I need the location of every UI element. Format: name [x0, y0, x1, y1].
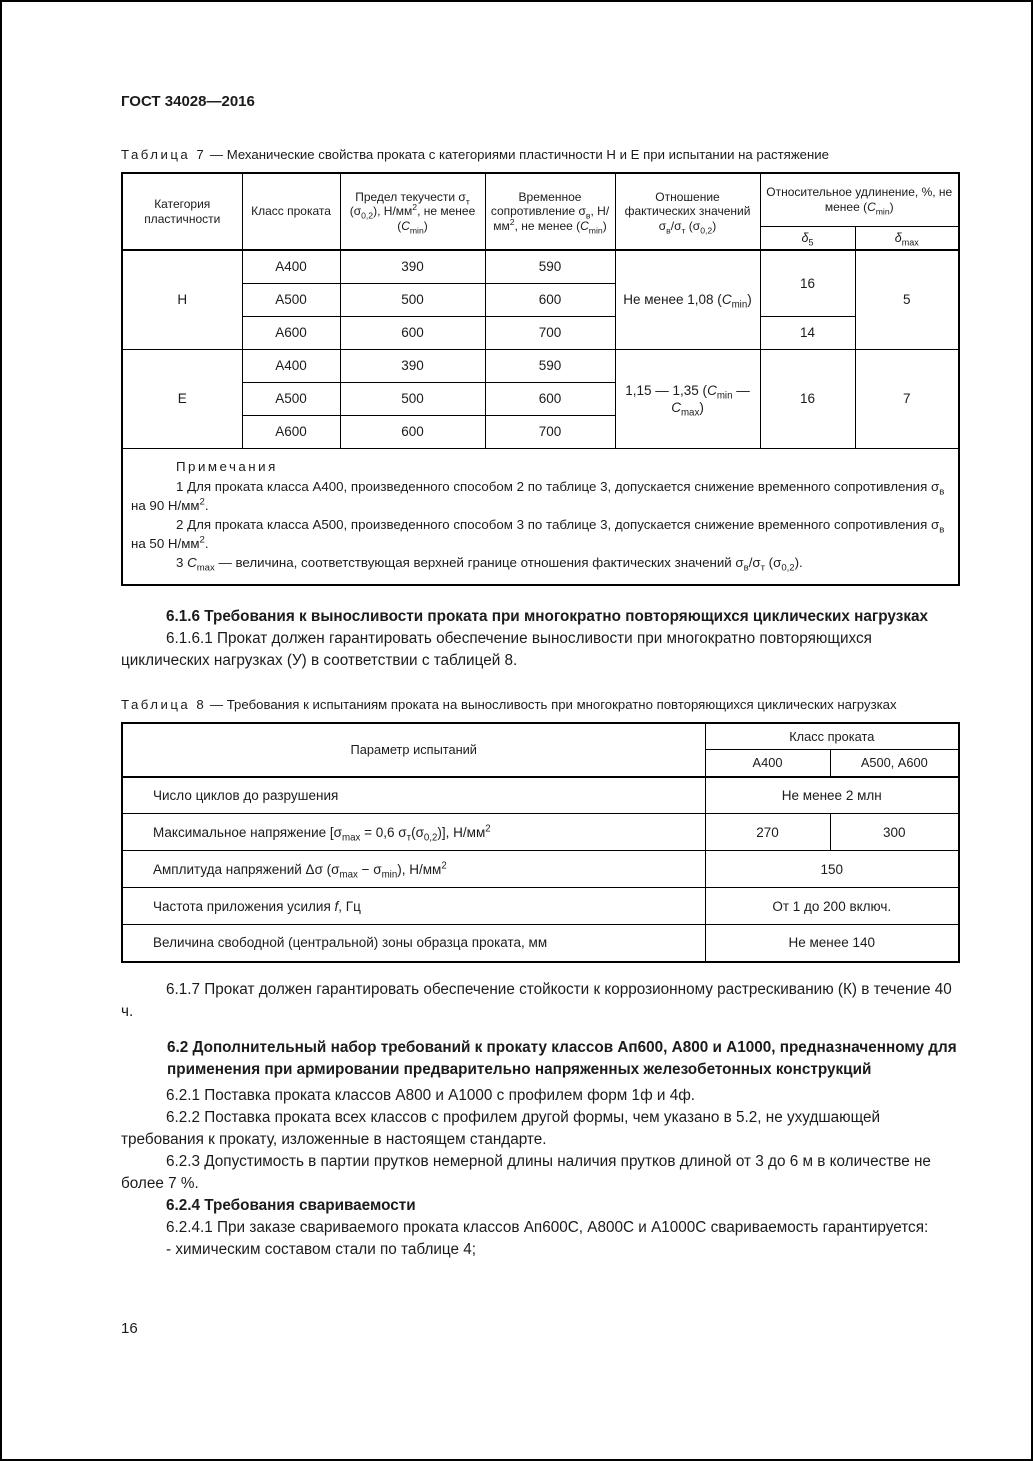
t8-value-a400: 270 [705, 814, 830, 851]
t7-yield-cell: 390 [340, 349, 485, 382]
section-6-1-7: 6.1.7 Прокат должен гарантировать обеспечение стойкости к коррозионному растрескиванию (К) в течение 40 ч. [121, 980, 952, 1020]
table7-caption-label: Таблица 7 [121, 147, 207, 162]
table8-caption [121, 696, 959, 714]
t7-yield-cell: 600 [340, 316, 485, 349]
page-number: 16 [121, 1320, 138, 1337]
t8-header-a500-a600: А500, А600 [830, 750, 959, 777]
t7-header-dmax: $\delta_{max}$ [855, 226, 959, 250]
t8-header-class: Класс проката [705, 723, 959, 750]
t7-ratio-e: 1,15 — 1,35 ($C_{min}$ — $C_{max}$) [615, 349, 760, 448]
t7-tensile-cell: 590 [485, 250, 615, 283]
t8-param-cell: Величина свободной (центральной) зоны образца проката, мм [122, 925, 705, 962]
section-6-2-4-1: 6.2.4.1 При заказе свариваемого проката классов Ап600С, А800С и А1000С свариваемость гарантируется: [166, 1218, 929, 1236]
table-7 [121, 172, 960, 586]
t7-class-cell: А600 [242, 415, 340, 448]
t7-header-d5: $\delta_5$ [760, 226, 855, 250]
t8-value-cell: Не менее 2 млн [705, 777, 959, 814]
table-header-row [122, 723, 959, 750]
section-6-1-6-title: 6.1.6 Требования к выносливости проката при многократно повторяющихся циклических нагрузках [166, 607, 928, 625]
t7-d5-h-upper: 16 [760, 250, 855, 316]
section-6-2-3: 6.2.3 Допустимость в партии прутков немерной длины наличия прутков длиной от 3 до 6 м в количестве не более 7 %. [121, 1152, 931, 1192]
t7-tensile-cell: 600 [485, 382, 615, 415]
t7-yield-cell: 390 [340, 250, 485, 283]
table-row [122, 851, 959, 888]
section-6-2-4-title: 6.2.4 Требования свариваемости [166, 1196, 416, 1214]
t7-notes [122, 448, 959, 585]
table-row [122, 250, 959, 283]
table7-caption-text: — Механические свойства проката с категориями пластичности Н и Е при испытании на растяжение [209, 147, 829, 162]
t7-tensile-cell: 700 [485, 316, 615, 349]
table-row [122, 316, 959, 349]
table-row [122, 349, 959, 382]
table-row [122, 777, 959, 814]
t7-class-cell: А400 [242, 349, 340, 382]
t8-header-a400: А400 [705, 750, 830, 777]
t8-value-cell: Не менее 140 [705, 925, 959, 962]
t8-param-cell: Максимальное напряжение [$\sigma_{max} = 0,6$ $\sigma_т(\sigma_{0,2})$], $Н/мм^2$ [122, 814, 705, 851]
t8-value-cell: 150 [705, 851, 959, 888]
table-row [122, 888, 959, 925]
table8-caption-text: — Требования к испытаниям проката на выносливость при многократно повторяющихся циклических нагрузках [209, 696, 897, 712]
t7-class-cell: А400 [242, 250, 340, 283]
t7-class-cell: А500 [242, 382, 340, 415]
t7-header-yield: Предел текучести $\sigma_т$ $(\sigma_{0,2})$, $Н/мм^2$, не менее $(C_{min})$ [340, 173, 485, 250]
section-6-1-6-1: 6.1.6.1 Прокат должен гарантировать обеспечение выносливости при многократно повторяющихся циклических нагрузках (У) в соответствии с таблицей 8. [121, 629, 872, 669]
t7-header-elongation: Относительное удлинение, %, не менее $(C_{min})$ [760, 173, 959, 226]
t7-tensile-cell: 590 [485, 349, 615, 382]
table-8 [121, 722, 960, 963]
t7-yield-cell: 600 [340, 415, 485, 448]
t7-yield-cell: 500 [340, 283, 485, 316]
t7-header-category: Категория пластичности [122, 173, 242, 250]
table-header-row [122, 173, 959, 226]
t7-dmax-h: 5 [855, 250, 959, 349]
t7-category-h: Н [122, 250, 242, 349]
t8-param-cell: Частота приложения усилия f, Гц [122, 888, 705, 925]
t7-tensile-cell: 600 [485, 283, 615, 316]
t7-dmax-e: 7 [855, 349, 959, 448]
t8-param-cell: Амплитуда напряжений Δσ $(\sigma_{max} - \sigma_{min})$, $Н/мм^2$ [122, 851, 705, 888]
t7-d5-h-lower: 14 [760, 316, 855, 349]
t7-tensile-cell: 700 [485, 415, 615, 448]
notes-label: Примечания [176, 458, 278, 474]
t7-yield-cell: 500 [340, 382, 485, 415]
section-6-2-1: 6.2.1 Поставка проката классов А800 и А1000 с профилем форм 1ф и 4ф. [166, 1086, 696, 1104]
note-item: 3 $C_{max}$ — величина, соответствующая верхней границе отношения фактических значений $\sigma_в/\sigma_т$ $(\sigma_{0,2})$. [176, 554, 803, 574]
t7-header-class: Класс проката [242, 173, 340, 250]
t7-class-cell: А500 [242, 283, 340, 316]
t7-d5-e: 16 [760, 349, 855, 448]
t7-header-ratio: Отношение фактических значений $\sigma_в/\sigma_т$ $(\sigma_{0,2})$ [615, 173, 760, 250]
table8-caption-label: Таблица 8 [121, 696, 207, 712]
t8-header-param: Параметр испытаний [122, 723, 705, 777]
note-item: 2 Для проката класса А500, произведенного способом 3 по таблице 3, допускается снижение временного сопротивления $\sigma_в$ на 50 $Н/мм^2$. [131, 516, 945, 551]
note-item: 1 Для проката класса А400, произведенного способом 2 по таблице 3, допускается снижение временного сопротивления $\sigma_в$ на 90 $Н/мм^2$. [131, 478, 945, 513]
table-row [122, 814, 959, 851]
section-6-2-title: 6.2 Дополнительный набор требований к прокату классов Ап600, А800 и А1000, предназначенному для применения при армировании предварительно напряженных железобетонных конструкций [167, 1038, 957, 1078]
table7-caption [121, 146, 959, 164]
section-6-2-2: 6.2.2 Поставка проката всех классов с профилем другой формы, чем указано в 5.2, не ухудшающей требования к прокату, изложенные в настоящем стандарте. [121, 1108, 881, 1148]
table-row [122, 925, 959, 962]
table-row [122, 448, 959, 585]
t7-category-e: Е [122, 349, 242, 448]
t7-header-tensile: Временное сопротивление $\sigma_в$, $Н/мм^2$, не менее $(C_{min})$ [485, 173, 615, 250]
t8-value-a500: 300 [830, 814, 959, 851]
t8-param-cell: Число циклов до разрушения [122, 777, 705, 814]
t7-ratio-h: Не менее 1,08 $(C_{min})$ [615, 250, 760, 349]
document-header: ГОСТ 34028—2016 [121, 93, 255, 110]
t8-value-cell: От 1 до 200 включ. [705, 888, 959, 925]
t7-class-cell: А600 [242, 316, 340, 349]
list-item-chemical: - химическим составом стали по таблице 4; [166, 1240, 477, 1258]
